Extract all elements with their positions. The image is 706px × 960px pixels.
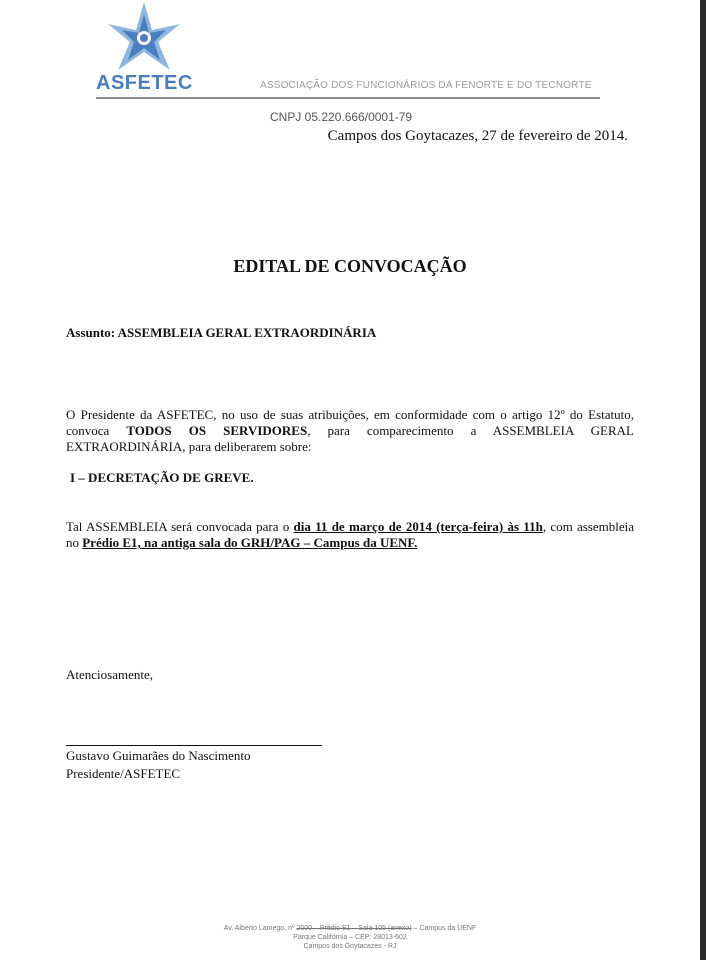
footer-line-3: Campos dos Goytacazes - RJ [303, 943, 397, 950]
subject-line: Assunto: ASSEMBLEIA GERAL EXTRAORDINÁRIA [66, 325, 377, 340]
cnpj-line: CNPJ 05.220.666/0001-79 [270, 110, 413, 124]
footer-address [0, 924, 700, 951]
footer-line-1-a: Av. Alberto Lamego, nº [223, 925, 297, 932]
signer-name: Gustavo Guimarães do Nascimento [66, 748, 251, 763]
paragraph1-text-b: , para comparecimento a ASSEMBLEIA GERAL EXTRAORDINÁRIA, para deliberarem sobre: [66, 423, 634, 454]
agenda-item: I – DECRETAÇÃO DE GREVE. [70, 470, 254, 485]
meeting-place: Prédio E1, na antiga sala do GRH/PAG – Campus da UENF. [82, 535, 418, 550]
header-divider [96, 97, 600, 99]
date-line: Campos dos Goytacazes, 27 de fevereiro de 2014. [327, 128, 628, 144]
paragraph2-text-b: , com assembleia no [66, 519, 634, 550]
meeting-details-paragraph [66, 519, 634, 551]
footer-line-1-b: – Campus da UENF [411, 925, 477, 932]
meeting-date: dia 11 de março de 2014 (terça-feira) às 11h [293, 519, 543, 534]
signature-line [66, 745, 322, 746]
organization-name: ASSOCIAÇÃO DOS FUNCIONÁRIOS DA FENORTE E DO TECNORTE [260, 80, 592, 91]
paragraph1-bold: TODOS OS SERVIDORES [126, 423, 308, 438]
asfetec-star-logo-icon [104, 0, 184, 72]
document-title: EDITAL DE CONVOCAÇÃO [233, 256, 467, 276]
footer-line-1-strike: 2000 – Prédio E1 – Sala 105 (anexo) [296, 925, 412, 932]
window-edge [700, 0, 706, 960]
closing-line: Atenciosamente, [66, 667, 153, 682]
footer-line-1 [0, 924, 700, 933]
signer-title: Presidente/ASFETEC [66, 766, 181, 781]
footer-line-2: Parque Califórnia – CEP: 28013-602 [293, 934, 407, 941]
convocation-paragraph [66, 407, 634, 455]
paragraph2-text-a: Tal ASSEMBLEIA será convocada para o [66, 519, 294, 534]
paragraph1-text-a: O Presidente da ASFETEC, no uso de suas atribuições, em conformidade com o artigo 12º do Estatuto, convoca [66, 407, 634, 438]
logo-wordmark: ASFETEC [96, 72, 193, 94]
